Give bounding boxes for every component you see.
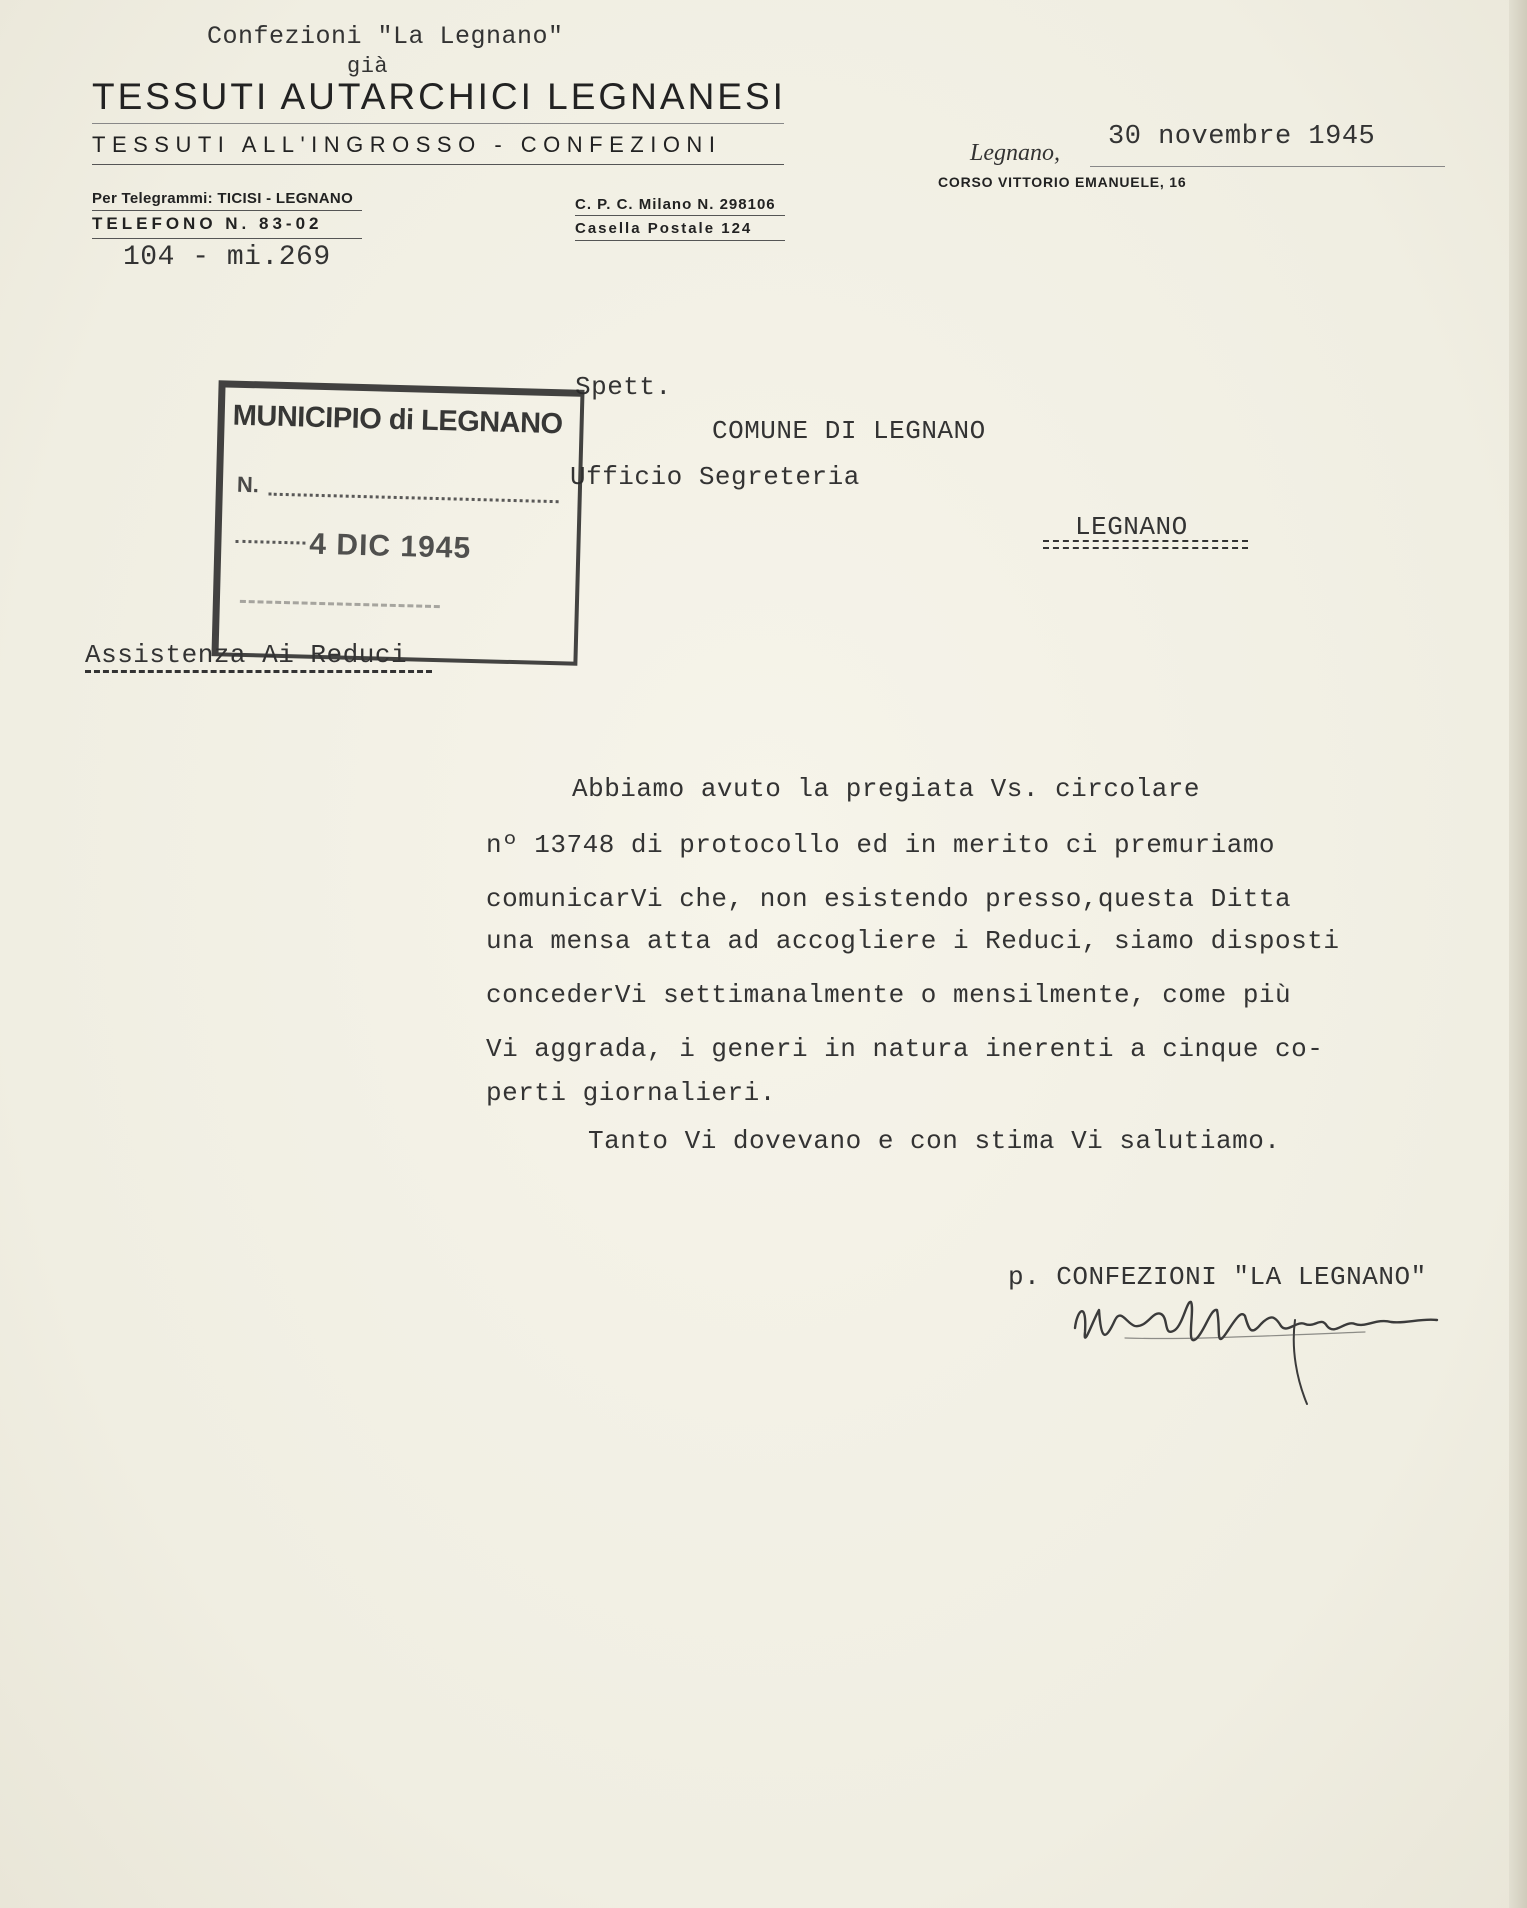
stamp-date: 4 DIC 1945 [308,527,472,565]
telegrams-rule [92,210,362,211]
body-line-3: comunicarVi che, non esistendo presso,questa Ditta [486,884,1292,914]
address-line: CORSO VITTORIO EMANUELE, 16 [938,174,1187,190]
title-rule [92,123,784,124]
body-line-1: Abbiamo avuto la pregiata Vs. circolare [572,774,1200,804]
body-line-5: concederVi settimanalmente o mensilmente, come più [486,980,1292,1010]
date-rule [1090,166,1445,167]
telephone-line: TELEFONO N. 83-02 [92,214,323,233]
body-line-6: Vi aggrada, i generi in natura inerenti a cinque co- [486,1034,1324,1064]
city-script: Legnano, [970,140,1060,166]
handwritten-signature [1065,1280,1485,1410]
subject-line: Assistenza Ai Reduci [85,640,408,670]
closing-line: Tanto Vi dovevano e con stima Vi salutiamo. [588,1126,1281,1156]
body-line-7: perti giornalieri. [486,1078,776,1108]
telephone-rule [92,238,362,239]
body-line-2: nº 13748 di protocollo ed in merito ci premuriamo [486,830,1276,860]
letter-date: 30 novembre 1945 [1108,122,1376,152]
cpc-line: C. P. C. Milano N. 298106 [575,196,776,213]
company-typed: Confezioni "La Legnano" [207,22,564,51]
reference-number: 104 - mi.269 [123,242,331,273]
letterhead-subtitle: TESSUTI ALL'INGROSSO - CONFEZIONI [92,132,722,157]
city-double-underline [1043,540,1248,549]
letterhead-title: TESSUTI AUTARCHICI LEGNANESI [92,76,786,117]
cpc-rule [575,215,785,216]
municipal-stamp [211,380,584,665]
signature-block: p. CONFEZIONI "LA LEGNANO" [1008,1262,1427,1292]
body-line-4: una mensa atta ad accogliere i Reduci, siamo disposti [486,926,1340,956]
telegrams-line: Per Telegrammi: TICISI - LEGNANO [92,190,354,207]
stamp-header: MUNICIPIO di LEGNANO [232,399,564,441]
stamp-number-line [269,493,559,504]
gia-label: già [347,54,389,79]
po-box-line: Casella Postale 124 [575,220,753,237]
recipient-office: Ufficio Segreteria [570,462,860,492]
po-box-rule [575,240,785,241]
stamp-bottom-line [240,600,440,608]
subtitle-rule [92,164,784,165]
salutation: Spett. [575,372,672,402]
stamp-date-line [235,540,305,545]
recipient-city: LEGNANO [1075,512,1188,542]
recipient-name: COMUNE DI LEGNANO [712,416,986,446]
subject-underline [85,670,432,673]
paper-edge [1509,0,1527,1908]
stamp-number-label: N. [236,471,260,498]
